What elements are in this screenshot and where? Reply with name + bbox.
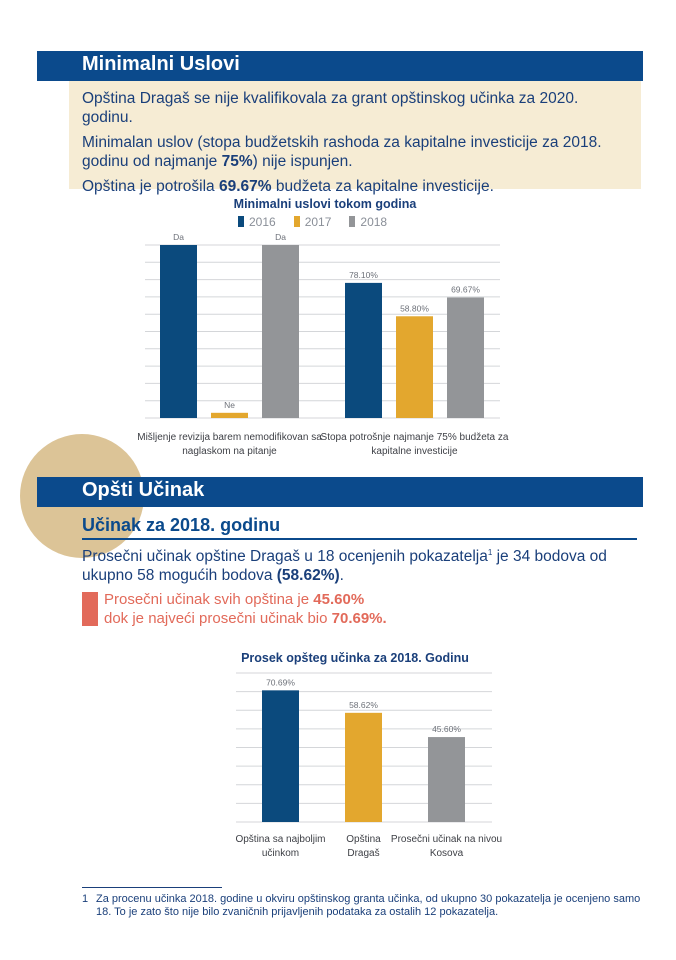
legend-item-2017: 2017 (294, 215, 332, 229)
chart2-category-label: Opština sa najboljim (235, 834, 326, 845)
chart2-bar (428, 737, 465, 822)
footnote-text: Za procenu učinka 2018. godine u okviru opštinskog granta učinka, od ukupno 30 pokazatelja je ocenjeno samo 18. To je zato što nije bilo zvaničnih prijavljenih podataka za ostalih 12 pokazatelja. (96, 893, 641, 918)
chart1-data-label: Ne (224, 399, 235, 410)
chart1-data-label: Da (275, 232, 286, 242)
chart2-bar (262, 690, 299, 822)
intro-paragraph-2: Minimalan uslov (stopa budžetskih rashoda za kapitalne investicije za 2018. godinu od najmanje 75%) nije ispunjen. (82, 134, 602, 170)
footnote-rule (82, 887, 222, 888)
subheading: Učinak za 2018. godinu (82, 515, 281, 535)
chart1-data-label: 78.10% (349, 269, 378, 280)
chart2-category-label: učinkom (261, 848, 300, 859)
chart1-data-label: 69.67% (451, 284, 480, 295)
chart2-data-label: 58.62% (349, 699, 378, 710)
legend-item-2018: 2018 (349, 215, 387, 229)
chart2-data-label: 70.69% (266, 677, 295, 688)
chart2-category-label: Prosečni učinak na nivou (390, 834, 503, 845)
footnote-number: 1 (82, 893, 89, 905)
chart2-title: Prosek opšteg učinka za 2018. Godinu (241, 651, 469, 665)
section-title-minimalni-uslovi: Minimalni Uslovi (82, 53, 240, 75)
legend-item-2016: 2016 (238, 215, 276, 229)
summary-text: Prosečni učinak opštine Dragaš u 18 ocenjenih pokazatelja$^1$ je 34 bodova od ukupno 58 mogućih bodova (58.62%). (82, 548, 607, 585)
chart1-category-label: Stopa potrošnje najmanje 75% budžeta za (320, 432, 509, 443)
chart1-category-label: kapitalne investicije (371, 446, 458, 457)
chart1-category-label: naglaskom na pitanje (182, 446, 277, 457)
section-title-opsti-ucinak: Opšti Učinak (82, 479, 205, 501)
chart2-bar (345, 713, 382, 822)
intro-paragraph-1: Opština Dragaš se nije kvalifikovala za grant opštinskog učinka za 2020. godinu. (82, 90, 579, 126)
chart2-category-label: Opština (346, 834, 381, 845)
chart2-category-label: Kosova (429, 848, 464, 859)
chart2-category-label: Dragaš (347, 848, 380, 859)
chart1-data-label: 58.80% (400, 303, 429, 314)
chart1-title: Minimalni uslovi tokom godina (233, 197, 417, 211)
callout-text: Prosečni učinak svih opština je 45.60% dok je najveći prosečni učinak bio 70.69%. (104, 591, 387, 627)
chart2-data-label: 45.60% (432, 724, 461, 735)
intro-paragraph-3: Opština je potrošila 69.67% budžeta za kapitalne investicije. (82, 178, 494, 195)
chart1-data-label: Da (173, 232, 184, 242)
chart1-category-label: Mišljenje revizija barem nemodifikovan sa (137, 432, 322, 443)
